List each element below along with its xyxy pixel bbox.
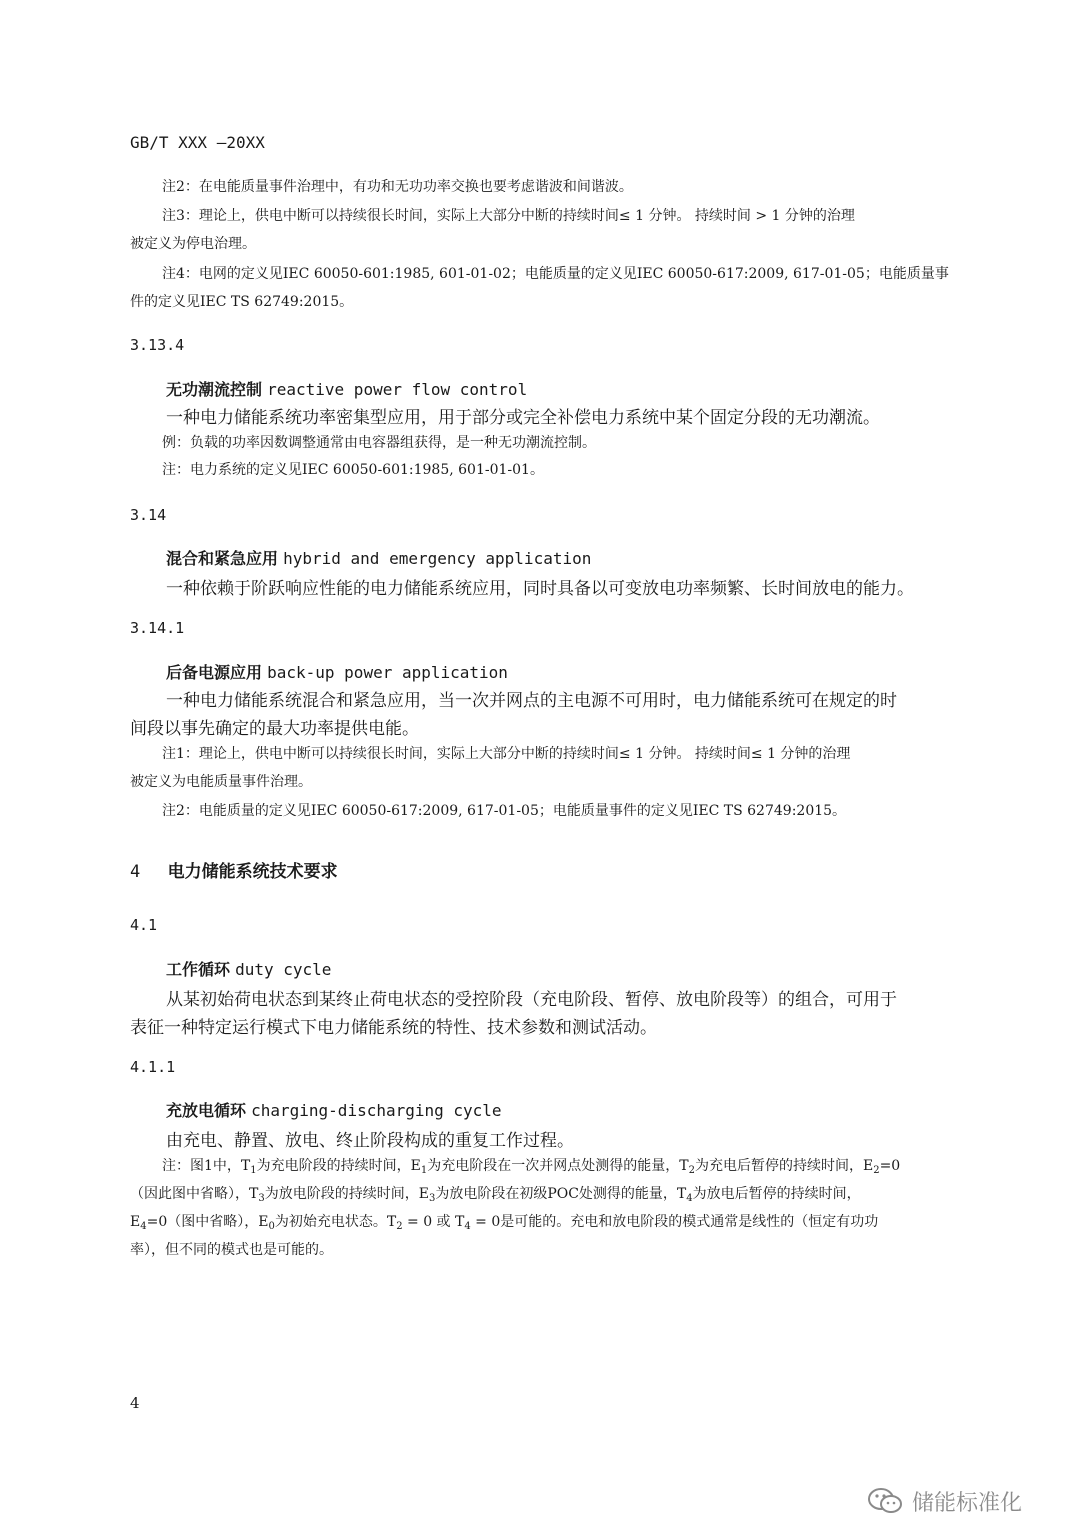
definition-4-1-line-1: 从某初始荷电状态到某终止荷电状态的受控阶段（充电阶段、暂停、放电阶段等）的组合，可用于	[166, 990, 897, 1010]
term-cn: 混合和紧急应用	[166, 549, 279, 568]
clause-number-3-13-4: 3.13.4	[130, 336, 185, 354]
note-1-3-14-1-line-2: 被定义为电能质量事件治理。	[130, 774, 312, 790]
clause-number-4-1: 4.1	[130, 916, 158, 934]
definition-3-14: 一种依赖于阶跃响应性能的电力储能系统应用，同时具备以可变放电功率频繁、长时间放电的能力。	[166, 579, 914, 599]
note-3-13-4: 注：电力系统的定义见IEC 60050-601:1985, 601-01-01。	[162, 462, 544, 478]
term-en: back-up power application	[267, 663, 508, 682]
note-4-1-1-line-3: $E_4=0$（图中省略），$E_0$为初始充电状态。$T_2 = 0$ 或 $T_4 = 0$是可能的。充电和放电阶段的模式通常是线性的（恒定有功功	[130, 1214, 879, 1232]
note-4-line-2: 件的定义见IEC TS 62749:2015。	[130, 294, 354, 310]
term-en: duty cycle	[235, 960, 332, 979]
definition-3-14-1-line-1: 一种电力储能系统混合和紧急应用，当一次并网点的主电源不可用时，电力储能系统可在规定的时	[166, 691, 897, 711]
clause-number-3-14-1: 3.14.1	[130, 619, 185, 637]
example-3-13-4: 例：负载的功率因数调整通常由电容器组获得，是一种无功潮流控制。	[162, 435, 596, 451]
note-3-line-1: 注3：理论上，供电中断可以持续很长时间，实际上大部分中断的持续时间≤ 1 分钟。 持续时间 > 1 分钟的治理	[162, 208, 855, 224]
term-heading-4-1-1	[166, 1098, 502, 1121]
watermark-text: 储能标准化	[912, 1490, 1023, 1516]
term-heading-4-1	[166, 957, 331, 980]
term-heading-3-14	[166, 546, 591, 569]
note-1-3-14-1-line-1: 注1：理论上，供电中断可以持续很长时间，实际上大部分中断的持续时间≤ 1 分钟。 持续时间≤ 1 分钟的治理	[162, 746, 851, 762]
section-title: 电力储能系统技术要求	[167, 862, 338, 882]
note-4-1-1-line-2: （因此图中省略），$T_3$为放电阶段的持续时间，$E_3$为放电阶段在初级POC处测得的能量，$T_4$为放电后暂停的持续时间，	[130, 1186, 861, 1204]
note-4-line-1: 注4：电网的定义见IEC 60050-601:1985, 601-01-02；电能质量的定义见IEC 60050-617:2009, 617-01-05；电能质量事	[162, 266, 949, 282]
note-4-1-1-line-4: 率），但不同的模式也是可能的。	[130, 1242, 333, 1258]
definition-3-13-4: 一种电力储能系统功率密集型应用，用于部分或完全补偿电力系统中某个固定分段的无功潮流。	[166, 408, 880, 428]
page-number: 4	[130, 1394, 140, 1412]
clause-number-3-14: 3.14	[130, 506, 167, 524]
term-heading-3-14-1	[166, 660, 508, 683]
note-3-line-2: 被定义为停电治理。	[130, 236, 256, 252]
clause-number-4-1-1: 4.1.1	[130, 1058, 176, 1076]
definition-4-1-1: 由充电、静置、放电、终止阶段构成的重复工作过程。	[166, 1131, 574, 1151]
term-cn: 无功潮流控制	[166, 380, 263, 399]
section-heading-4	[130, 857, 338, 882]
term-en: hybrid and emergency application	[283, 549, 592, 568]
document-code: GB/T XXX —20XX	[130, 133, 265, 152]
term-en: charging-discharging cycle	[251, 1101, 502, 1120]
definition-3-14-1-line-2: 间段以事先确定的最大功率提供电能。	[130, 719, 419, 739]
note-2-3-14-1: 注2：电能质量的定义见IEC 60050-617:2009, 617-01-05；电能质量事件的定义见IEC TS 62749:2015。	[162, 803, 847, 819]
term-cn: 充放电循环	[166, 1101, 247, 1120]
note-4-1-1-line-1: 注：图1中，$T_1$为充电阶段的持续时间，$E_1$为充电阶段在一次并网点处测得的能量，$T_2$为充电后暂停的持续时间，$E_2=0$	[162, 1158, 901, 1176]
note-2: 注2：在电能质量事件治理中，有功和无功功率交换也要考虑谐波和间谐波。	[162, 179, 633, 195]
watermark	[866, 1486, 1022, 1516]
term-cn: 后备电源应用	[166, 663, 263, 682]
definition-4-1-line-2: 表征一种特定运行模式下电力储能系统的特性、技术参数和测试活动。	[130, 1018, 657, 1038]
section-number: 4	[130, 862, 141, 882]
term-cn: 工作循环	[166, 960, 231, 979]
wechat-icon	[866, 1486, 906, 1516]
term-en: reactive power flow control	[267, 380, 528, 399]
term-heading-3-13-4	[166, 377, 527, 400]
